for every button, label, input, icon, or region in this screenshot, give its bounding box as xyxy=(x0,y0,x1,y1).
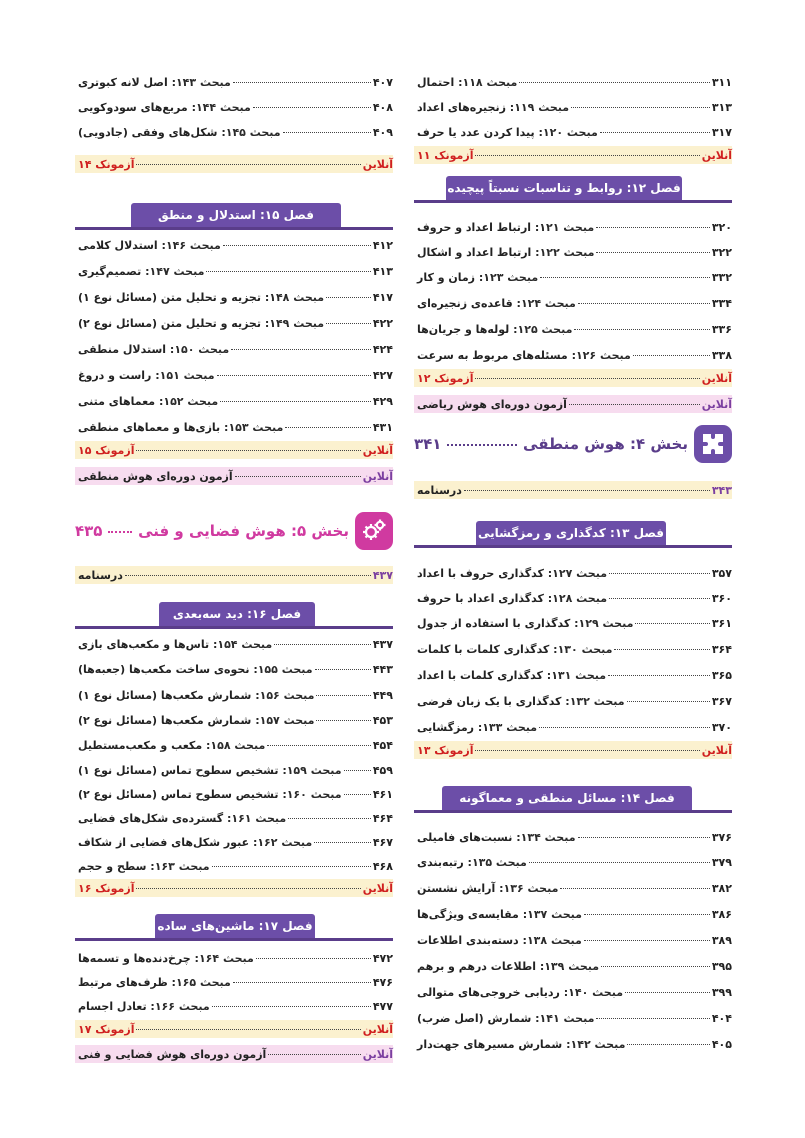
leader-dots xyxy=(529,853,710,863)
toc-entry[interactable]: مبحث ۱۵۰: استدلال منطقی ۴۲۴ xyxy=(75,340,393,358)
leader-dots xyxy=(256,949,371,959)
toc-entry[interactable]: مبحث ۱۲۵: لوله‌ها و جریان‌ها ۳۳۶ xyxy=(414,320,732,338)
toc-entry[interactable]: مبحث ۱۵۹: تشخیص سطوح تماس (مسائل نوع ۱) ۴۵۹ xyxy=(75,761,393,779)
leader-dots xyxy=(233,73,371,83)
toc-entry[interactable]: مبحث ۱۶۰: تشخیص سطوح تماس (مسائل نوع ۲) ۴۶۱ xyxy=(75,785,393,803)
toc-entry[interactable]: مبحث ۱۵۸: مکعب و مکعب‌مستطیل ۴۵۴ xyxy=(75,736,393,754)
leader-dots xyxy=(217,366,371,376)
leader-dots xyxy=(206,262,370,272)
leader-dots xyxy=(136,155,360,165)
toc-entry[interactable]: مبحث ۱۶۳: سطح و حجم ۴۶۸ xyxy=(75,857,393,875)
leader-dots xyxy=(464,481,710,491)
leader-dots xyxy=(571,98,710,108)
toc-entry[interactable]: مبحث ۱۴۳: اصل لانه کبوتری ۴۰۷ xyxy=(75,73,393,91)
part-4-heading[interactable]: ۳۴۱ بخش ۴: هوش منطقی xyxy=(414,424,732,464)
leader-dots xyxy=(475,741,699,751)
leader-dots xyxy=(315,660,371,670)
toc-entry[interactable]: مبحث ۱۵۷: شمارش مکعب‌ها (مسائل نوع ۲) ۴۵۳ xyxy=(75,711,393,729)
leader-dots xyxy=(136,441,360,451)
gears-icon xyxy=(355,512,393,550)
leader-dots xyxy=(584,931,710,941)
leader-dots xyxy=(283,123,371,133)
chapter-13-header: فصل ۱۳: کدگذاری و رمزگشایی xyxy=(414,521,732,548)
quiz-entry[interactable]: آزمونک ۱۳ آنلاین xyxy=(414,741,732,759)
lesson-entry[interactable]: درسنامه ۳۴۳ xyxy=(414,481,732,499)
leader-dots xyxy=(233,973,371,983)
leader-dots xyxy=(212,997,371,1007)
leader-dots xyxy=(235,467,361,477)
toc-entry[interactable]: مبحث ۱۵۳: بازی‌ها و معماهای منطقی ۴۳۱ xyxy=(75,418,393,436)
toc-entry[interactable]: مبحث ۱۵۴: تاس‌ها و مکعب‌های بازی ۴۳۷ xyxy=(75,635,393,653)
leader-dots xyxy=(274,635,371,645)
toc-entry[interactable]: مبحث ۱۱۸: احتمال ۳۱۱ xyxy=(414,73,732,91)
toc-entry[interactable]: مبحث ۱۳۸: دسته‌بندی اطلاعات ۳۸۹ xyxy=(414,931,732,949)
toc-entry[interactable]: مبحث ۱۲۸: کدگذاری اعداد با حروف ۳۶۰ xyxy=(414,589,732,607)
toc-entry[interactable]: مبحث ۱۴۷: تصمیم‌گیری ۴۱۳ xyxy=(75,262,393,280)
leader-dots xyxy=(584,905,710,915)
toc-entry[interactable]: مبحث ۱۲۶: مسئله‌های مربوط به سرعت ۳۳۸ xyxy=(414,346,732,364)
leader-dots xyxy=(108,530,132,533)
leader-dots xyxy=(136,879,360,889)
toc-entry[interactable]: مبحث ۱۵۲: معماهای متنی ۴۲۹ xyxy=(75,392,393,410)
toc-entry[interactable]: مبحث ۱۳۵: رتبه‌بندی ۳۷۹ xyxy=(414,853,732,871)
toc-entry[interactable]: مبحث ۱۳۲: کدگذاری با یک زبان فرضی ۳۶۷ xyxy=(414,692,732,710)
leader-dots xyxy=(288,809,371,819)
toc-entry[interactable]: مبحث ۱۴۰: ردیابی خروجی‌های متوالی ۳۹۹ xyxy=(414,983,732,1001)
leader-dots xyxy=(519,73,709,83)
leader-dots xyxy=(560,879,709,889)
period-quiz-entry[interactable]: آزمون دوره‌ای هوش فضایی و فنی آنلاین xyxy=(75,1045,393,1063)
leader-dots xyxy=(475,146,699,156)
toc-entry[interactable]: مبحث ۱۶۶: تعادل اجسام ۴۷۷ xyxy=(75,997,393,1015)
leader-dots xyxy=(633,346,710,356)
quiz-entry[interactable]: آزمونک ۱۷ آنلاین xyxy=(75,1020,393,1038)
leader-dots xyxy=(344,785,371,795)
toc-entry[interactable]: مبحث ۱۶۵: ظرف‌های مرتبط ۴۷۶ xyxy=(75,973,393,991)
leader-dots xyxy=(540,268,710,278)
toc-entry[interactable]: مبحث ۱۳۱: کدگذاری کلمات با اعداد ۳۶۵ xyxy=(414,666,732,684)
leader-dots xyxy=(316,711,370,721)
toc-entry[interactable]: مبحث ۱۵۶: شمارش مکعب‌ها (مسائل نوع ۱) ۴۴۹ xyxy=(75,686,393,704)
quiz-entry[interactable]: آزمونک ۱۵ آنلاین xyxy=(75,441,393,459)
toc-entry[interactable]: مبحث ۱۲۱: ارتباط اعداد و حروف ۳۲۰ xyxy=(414,218,732,236)
leader-dots xyxy=(344,761,371,771)
leader-dots xyxy=(326,288,371,298)
toc-entry[interactable]: مبحث ۱۲۰: پیدا کردن عدد یا حرف ۳۱۷ xyxy=(414,123,732,141)
puzzle-icon xyxy=(694,425,732,463)
chapter-14-header: فصل ۱۴: مسائل منطقی و معماگونه xyxy=(414,786,732,813)
toc-entry[interactable]: مبحث ۱۳۷: مقایسه‌ی ویژگی‌ها ۳۸۶ xyxy=(414,905,732,923)
chapter-15-header: فصل ۱۵: استدلال و منطق xyxy=(75,203,393,230)
leader-dots xyxy=(574,320,709,330)
toc-entry[interactable]: مبحث ۱۵۵: نحوه‌ی ساخت مکعب‌ها (جعبه‌ها) ۴۴۳ xyxy=(75,660,393,678)
toc-entry[interactable]: مبحث ۱۲۹: کدگذاری با استفاده از جدول ۳۶۱ xyxy=(414,614,732,632)
leader-dots xyxy=(609,589,710,599)
toc-entry[interactable]: مبحث ۱۴۲: شمارش مسیرهای جهت‌دار ۴۰۵ xyxy=(414,1035,732,1053)
toc-entry[interactable]: مبحث ۱۴۸: تجزیه و تحلیل متن (مسائل نوع ۱) ۴۱۷ xyxy=(75,288,393,306)
leader-dots xyxy=(268,1045,360,1055)
quiz-entry[interactable]: آزمونک ۱۲ آنلاین xyxy=(414,369,732,387)
leader-dots xyxy=(625,983,710,993)
toc-entry[interactable]: مبحث ۱۱۹: زنجیره‌های اعداد ۳۱۳ xyxy=(414,98,732,116)
chapter-16-header: فصل ۱۶: دید سه‌بعدی xyxy=(75,602,393,629)
toc-entry[interactable]: مبحث ۱۴۴: مربع‌های سودوکویی ۴۰۸ xyxy=(75,98,393,116)
toc-entry[interactable]: مبحث ۱۶۲: عبور شکل‌های فضایی از شکاف ۴۶۷ xyxy=(75,833,393,851)
part-5-heading[interactable]: ۴۳۵ بخش ۵: هوش فضایی و فنی xyxy=(75,511,393,551)
leader-dots xyxy=(316,686,370,696)
leader-dots xyxy=(609,564,710,574)
leader-dots xyxy=(220,392,371,402)
leader-dots xyxy=(596,218,710,228)
period-quiz-entry[interactable]: آزمون دوره‌ای هوش منطقی آنلاین xyxy=(75,467,393,485)
quiz-entry[interactable]: آزمونک ۱۴ آنلاین xyxy=(75,155,393,173)
leader-dots xyxy=(285,418,371,428)
toc-entry[interactable]: مبحث ۱۴۹: تجزیه و تحلیل متن (مسائل نوع ۲) ۴۲۲ xyxy=(75,314,393,332)
leader-dots xyxy=(212,857,371,867)
toc-entry[interactable]: مبحث ۱۳۳: رمزگشایی ۳۷۰ xyxy=(414,718,732,736)
leader-dots xyxy=(267,736,371,746)
leader-dots xyxy=(627,1035,709,1045)
leader-dots xyxy=(635,614,709,624)
leader-dots xyxy=(223,236,371,246)
leader-dots xyxy=(447,443,517,446)
leader-dots xyxy=(608,666,710,676)
lesson-entry[interactable]: درسنامه ۴۳۷ xyxy=(75,566,393,584)
toc-entry[interactable]: مبحث ۱۴۱: شمارش (اصل ضرب) ۴۰۴ xyxy=(414,1009,732,1027)
toc-entry[interactable]: مبحث ۱۳۰: کدگذاری کلمات با کلمات ۳۶۴ xyxy=(414,640,732,658)
toc-entry[interactable]: مبحث ۱۶۱: گسترده‌ی شکل‌های فضایی ۴۶۴ xyxy=(75,809,393,827)
quiz-entry[interactable]: آزمونک ۱۶ آنلاین xyxy=(75,879,393,897)
toc-entry[interactable]: مبحث ۱۳۶: آرایش نشستن ۳۸۲ xyxy=(414,879,732,897)
leader-dots xyxy=(475,369,699,379)
leader-dots xyxy=(578,294,710,304)
leader-dots xyxy=(600,123,710,133)
toc-entry[interactable]: مبحث ۱۲۴: قاعده‌ی زنجیره‌ای ۳۳۴ xyxy=(414,294,732,312)
period-quiz-entry[interactable]: آزمون دوره‌ای هوش ریاضی آنلاین xyxy=(414,395,732,413)
chapter-17-header: فصل ۱۷: ماشین‌های ساده xyxy=(75,914,393,941)
leader-dots xyxy=(125,566,371,576)
toc-entry[interactable]: مبحث ۱۲۷: کدگذاری حروف با اعداد ۳۵۷ xyxy=(414,564,732,582)
toc-entry[interactable]: مبحث ۱۴۶: استدلال کلامی ۴۱۲ xyxy=(75,236,393,254)
chapter-12-header: فصل ۱۲: روابط و تناسبات نسبتاً پیچیده xyxy=(414,176,732,203)
toc-entry[interactable]: مبحث ۱۲۳: زمان و کار ۳۳۲ xyxy=(414,268,732,286)
leader-dots xyxy=(596,243,709,253)
leader-dots xyxy=(596,1009,709,1019)
toc-entry[interactable]: مبحث ۱۳۴: نسبت‌های فامیلی ۳۷۶ xyxy=(414,828,732,846)
leader-dots xyxy=(314,833,371,843)
leader-dots xyxy=(539,718,710,728)
leader-dots xyxy=(627,692,710,702)
leader-dots xyxy=(136,1020,360,1030)
leader-dots xyxy=(253,98,371,108)
leader-dots xyxy=(578,828,710,838)
leader-dots xyxy=(614,640,709,650)
leader-dots xyxy=(326,314,371,324)
leader-dots xyxy=(601,957,710,967)
toc-entry[interactable]: مبحث ۱۶۴: چرخ‌دنده‌ها و تسمه‌ها ۴۷۲ xyxy=(75,949,393,967)
toc-entry[interactable]: مبحث ۱۵۱: راست و دروغ ۴۲۷ xyxy=(75,366,393,384)
toc-entry[interactable]: مبحث ۱۲۲: ارتباط اعداد و اشکال ۳۲۲ xyxy=(414,243,732,261)
toc-entry[interactable]: مبحث ۱۳۹: اطلاعات درهم و برهم ۳۹۵ xyxy=(414,957,732,975)
leader-dots xyxy=(569,395,700,405)
quiz-entry[interactable]: آزمونک ۱۱ آنلاین xyxy=(414,146,732,164)
toc-entry[interactable]: مبحث ۱۴۵: شکل‌های وفقی (جادویی) ۴۰۹ xyxy=(75,123,393,141)
leader-dots xyxy=(231,340,371,350)
